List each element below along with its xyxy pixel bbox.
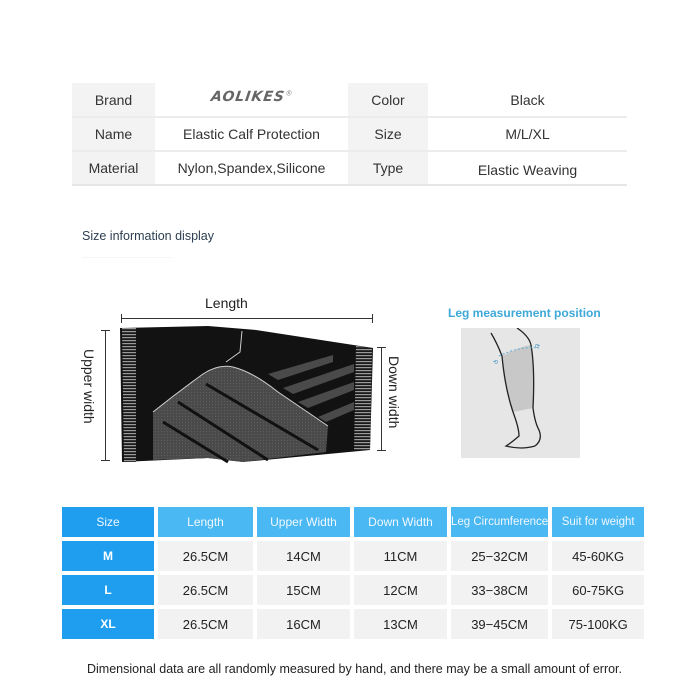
length-cell: 26.5CM — [158, 609, 253, 639]
table-row — [62, 609, 644, 639]
table-row — [62, 541, 644, 571]
upper-width-label: Upper width — [81, 349, 97, 424]
length-cell: 26.5CM — [158, 541, 253, 571]
spec-value: Nylon,Spandex,Silicone — [155, 151, 348, 185]
spec-value: Black — [428, 83, 627, 117]
header-suit-weight: Suit for weight — [552, 507, 644, 537]
header-upper-width: Upper Width — [257, 507, 350, 537]
weight-cell: 45-60KG — [552, 541, 644, 571]
spec-row-material — [72, 151, 627, 185]
brand-name: AOLIKES — [209, 89, 286, 105]
down-width-cell: 12CM — [354, 575, 447, 605]
length-label: Length — [205, 295, 248, 311]
divider — [82, 257, 172, 258]
svg-text:⟳: ⟳ — [535, 343, 541, 350]
leg-measurement-title: Leg measurement position — [448, 306, 601, 320]
down-width-cell: 11CM — [354, 541, 447, 571]
spec-label: Type — [348, 151, 428, 185]
spec-label: Material — [72, 151, 155, 185]
spec-value: Elastic Calf Protection — [155, 117, 348, 151]
size-cell: M — [62, 541, 154, 571]
product-spec-table — [72, 83, 627, 186]
registered-mark: ® — [284, 89, 294, 98]
header-down-width: Down Width — [354, 507, 447, 537]
leg-circumference-cell: 33−38CM — [451, 575, 548, 605]
length-cell: 26.5CM — [158, 575, 253, 605]
table-row — [62, 575, 644, 605]
upper-width-cell: 14CM — [257, 541, 350, 571]
size-cell: XL — [62, 609, 154, 639]
calf-sleeve-image — [118, 322, 378, 464]
leg-circumference-cell: 25−32CM — [451, 541, 548, 571]
leg-circumference-cell: 39−45CM — [451, 609, 548, 639]
upper-width-dimension-line — [105, 330, 106, 461]
upper-width-cell: 15CM — [257, 575, 350, 605]
spec-label: Name — [72, 117, 155, 151]
spec-row-brand — [72, 83, 627, 117]
svg-text:⟲: ⟲ — [493, 359, 499, 366]
down-width-dimension-line — [381, 347, 382, 451]
weight-cell: 60-75KG — [552, 575, 644, 605]
size-cell: L — [62, 575, 154, 605]
size-chart-table — [58, 503, 648, 643]
brand-logo — [155, 83, 348, 117]
upper-width-cell: 16CM — [257, 609, 350, 639]
weight-cell: 75-100KG — [552, 609, 644, 639]
header-length: Length — [158, 507, 253, 537]
down-width-cell: 13CM — [354, 609, 447, 639]
size-table-header — [62, 507, 644, 537]
spec-value: M/L/XL — [428, 117, 627, 151]
spec-value: Elastic Weaving — [428, 151, 627, 185]
header-leg-circumference: Leg Circumference — [451, 507, 548, 537]
spec-label: Color — [348, 83, 428, 117]
down-width-label: Down width — [386, 356, 402, 429]
section-title: Size information display — [82, 229, 215, 243]
header-size: Size — [62, 507, 154, 537]
length-dimension-line — [121, 318, 373, 319]
spec-label: Size — [348, 117, 428, 151]
spec-label: Brand — [72, 83, 155, 117]
leg-measurement-image — [461, 328, 580, 458]
measurement-disclaimer: Dimensional data are all randomly measured by hand, and there may be a small amount of error. — [87, 662, 623, 676]
spec-row-name — [72, 117, 627, 151]
